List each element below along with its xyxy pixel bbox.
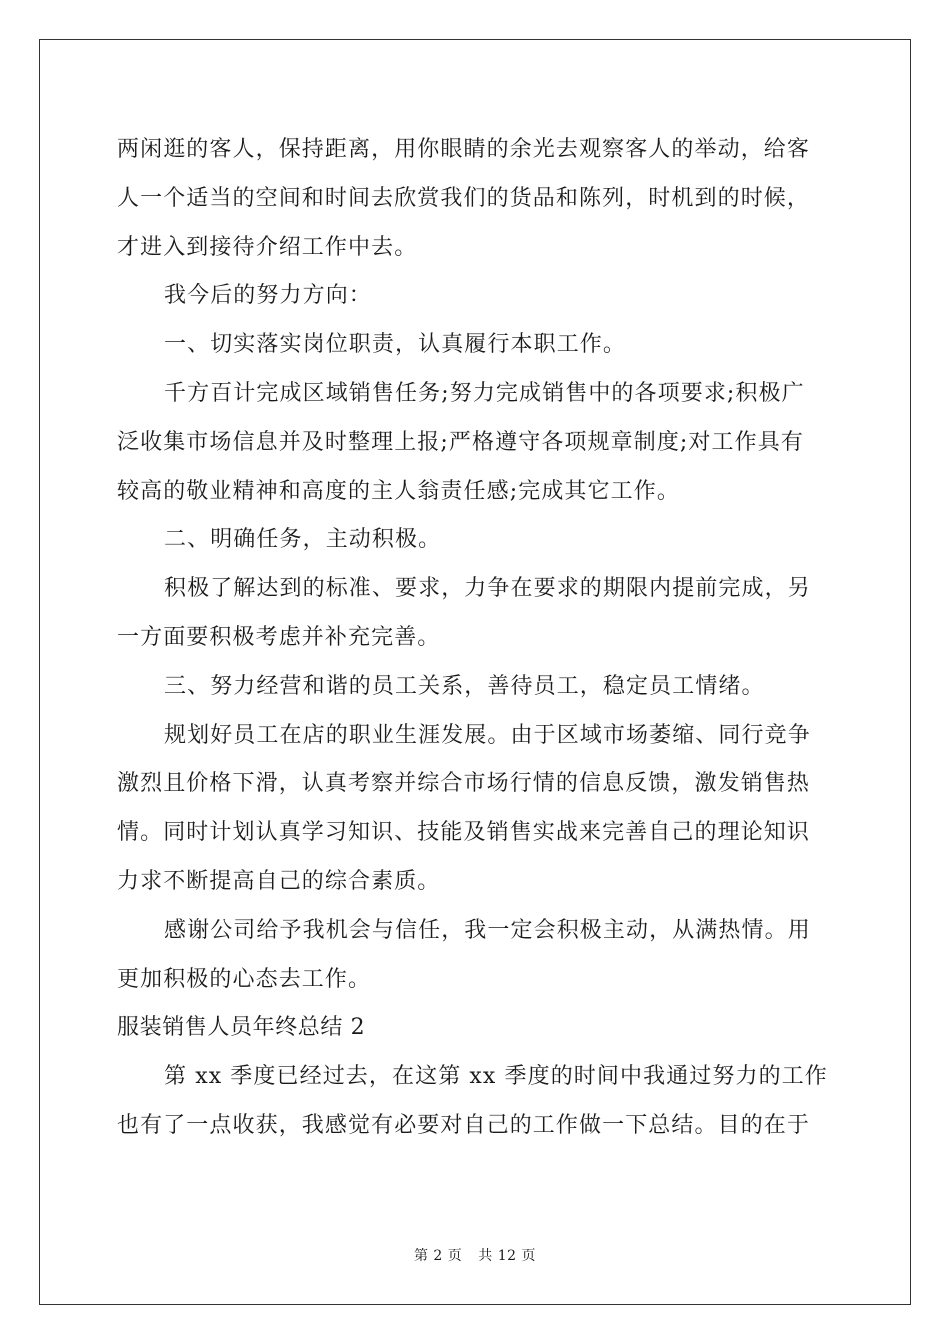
text-line: 规划好员工在店的职业生涯发展。由于区域市场萎缩、同行竞争 <box>164 722 811 748</box>
page-number: 第 2 页 <box>413 1248 463 1264</box>
page-total: 共 12 页 <box>478 1248 537 1264</box>
text-line: 千方百计完成区域销售任务;努力完成销售中的各项要求;积极广 <box>164 380 805 406</box>
text-line: 积极了解达到的标准、要求，力争在要求的期限内提前完成，另 <box>164 576 811 602</box>
text-line: 较高的敬业精神和高度的主人翁责任感;完成其它工作。 <box>117 478 680 504</box>
text-line: 力求不断提高自己的综合素质。 <box>117 868 441 894</box>
text-line: 情。同时计划认真学习知识、技能及销售实战来完善自己的理论知识 <box>117 820 811 846</box>
section-heading: 一、切实落实岗位职责，认真履行本职工作。 <box>164 332 627 358</box>
section-heading: 三、努力经营和谐的员工关系，善待员工，稳定员工情绪。 <box>164 673 765 699</box>
document-subtitle: 服装销售人员年终总结 2 <box>117 1015 366 1041</box>
text-line: 感谢公司给予我机会与信任，我一定会积极主动，从满热情。用 <box>164 917 811 943</box>
text-line: 一方面要积极考虑并补充完善。 <box>117 624 441 650</box>
text-line: 泛收集市场信息并及时整理上报;严格遵守各项规章制度;对工作具有 <box>117 429 804 455</box>
text-line: 人一个适当的空间和时间去欣赏我们的货品和陈列，时机到的时候， <box>117 185 811 211</box>
text-line: 也有了一点收获，我感觉有必要对自己的工作做一下总结。目的在于 <box>117 1112 811 1138</box>
text-line: 两闲逛的客人，保持距离，用你眼睛的余光去观察客人的举动，给客 <box>117 137 811 162</box>
text-line: 第 xx 季度已经过去，在这第 xx 季度的时间中我通过努力的工作 <box>164 1064 828 1090</box>
page-footer <box>0 1245 950 1265</box>
section-heading: 二、明确任务，主动积极。 <box>164 527 442 553</box>
text-line: 激烈且价格下滑，认真考察并综合市场行情的信息反馈，激发销售热 <box>117 771 811 797</box>
text-line: 才进入到接待介绍工作中去。 <box>117 234 418 260</box>
text-line: 我今后的努力方向： <box>164 283 372 309</box>
text-line: 更加积极的心态去工作。 <box>117 966 372 992</box>
document-body <box>117 126 833 1151</box>
